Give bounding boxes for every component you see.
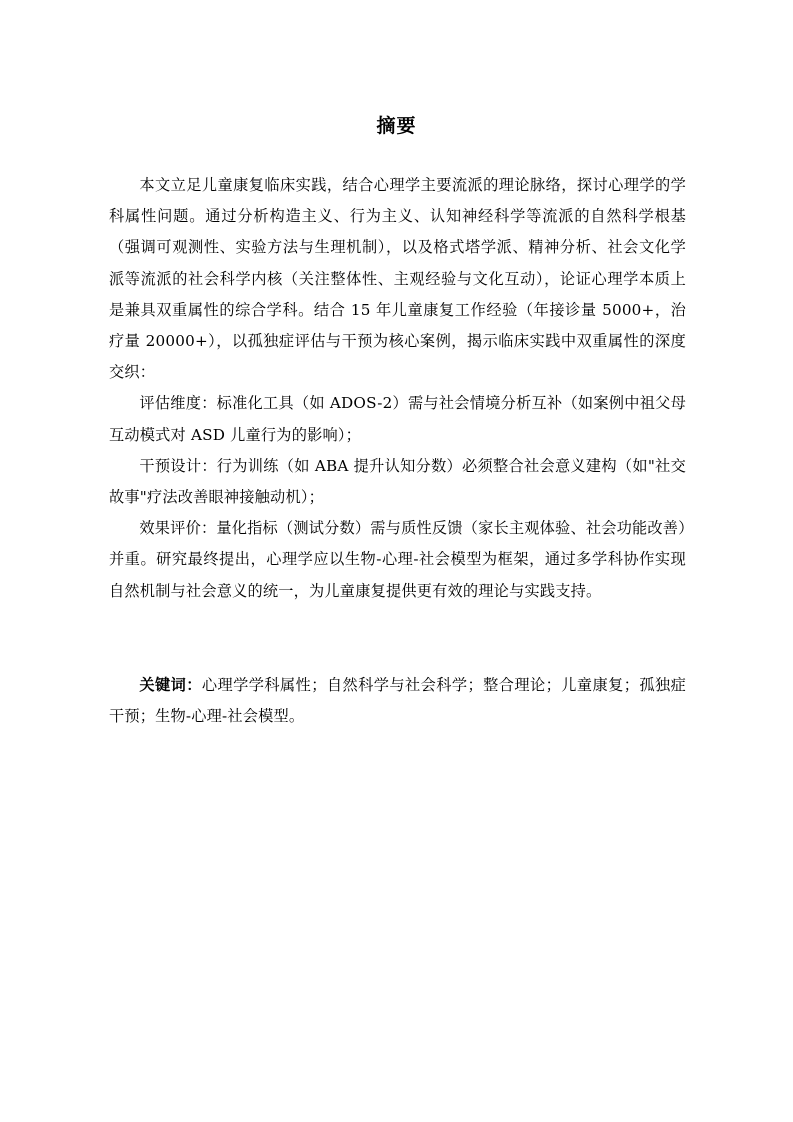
abstract-body [109, 170, 686, 607]
abstract-paragraph-assessment: 评估维度：标准化工具（如 ADOS-2）需与社会情境分析互补（如案例中祖父母互动模式对 ASD 儿童行为的影响）； [109, 394, 686, 444]
abstract-paragraph-main: 本文立足儿童康复临床实践，结合心理学主要流派的理论脉络，探讨心理学的学科属性问题。通过分析构造主义、行为主义、认知神经科学等流派的自然科学根基（强调可观测性、实验方法与生理机制），以及格式塔学派、精神分析、社会文化学派等流派的社会科学内核（关注整体性、主观经验与文化互动），论证心理学本质上是兼具双重属性的综合学科。结合 15 年儿童康复工作经验（年接诊量 5000+，治疗量 20000+），以孤独症评估与干预为核心案例，揭示临床实践中双重属性的深度交织： [109, 176, 686, 382]
abstract-paragraph-intervention: 干预设计：行为训练（如 ABA 提升认知分数）必须整合社会意义建构（如"社交故事"疗法改善眼神接触动机）； [109, 456, 686, 507]
keywords-label: 关键词： [139, 676, 202, 694]
keywords-line [109, 670, 686, 732]
abstract-paragraph-evaluation: 效果评价：量化指标（测试分数）需与质性反馈（家长主观体验、社会功能改善）并重。研究最终提出，心理学应以生物-心理-社会模型为框架，通过多学科协作实现自然机制与社会意义的统一，为儿童康复提供更有效的理论与实践支持。 [109, 519, 686, 600]
keywords-text: 心理学学科属性；自然科学与社会科学；整合理论；儿童康复；孤独症干预；生物-心理-社会模型。 [109, 676, 686, 726]
abstract-title: 摘要 [376, 115, 417, 137]
